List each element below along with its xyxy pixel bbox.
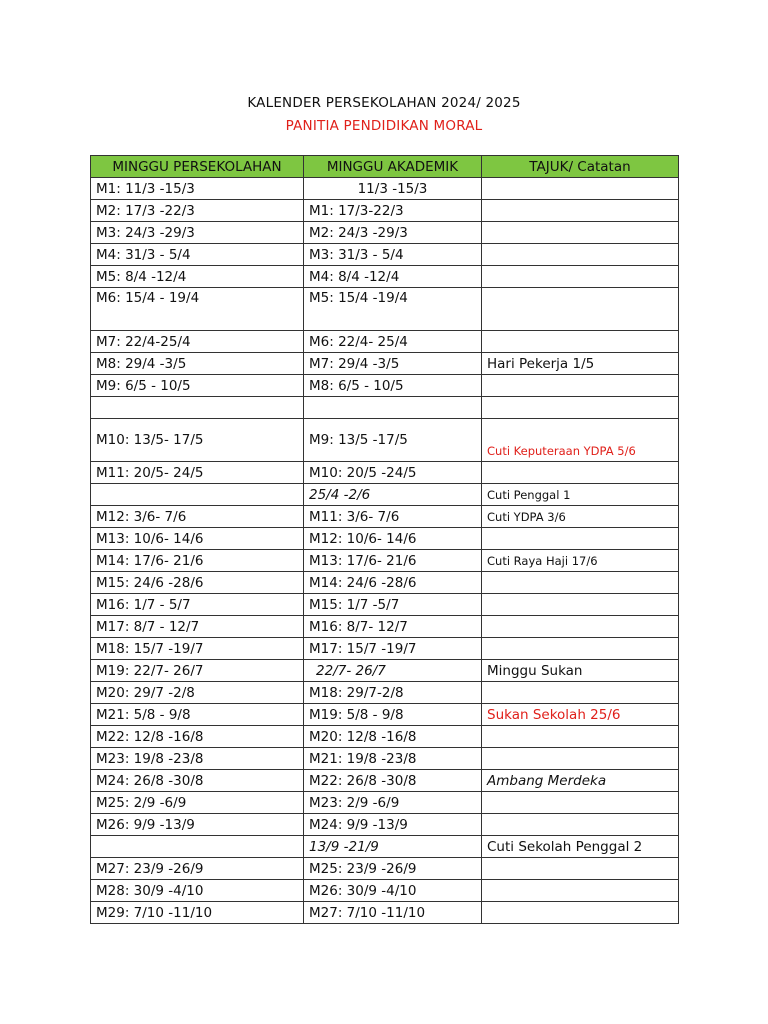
cell-minggu-persekolahan: M13: 10/6- 14/6 <box>91 528 304 550</box>
table-row <box>91 331 679 353</box>
table-row <box>91 902 679 924</box>
cell-catatan <box>482 222 679 244</box>
cell-catatan: Minggu Sukan <box>482 660 679 682</box>
header-minggu-akademik: MINGGU AKADEMIK <box>304 156 482 178</box>
cell-catatan <box>482 331 679 353</box>
cell-catatan <box>482 375 679 397</box>
cell-minggu-persekolahan: M17: 8/7 - 12/7 <box>91 616 304 638</box>
cell-minggu-persekolahan: M27: 23/9 -26/9 <box>91 858 304 880</box>
cell-minggu-persekolahan: M15: 24/6 -28/6 <box>91 572 304 594</box>
cell-minggu-akademik: M16: 8/7- 12/7 <box>304 616 482 638</box>
table-row <box>91 266 679 288</box>
cell-catatan <box>482 726 679 748</box>
cell-catatan <box>482 200 679 222</box>
table-row <box>91 594 679 616</box>
cell-minggu-akademik: M13: 17/6- 21/6 <box>304 550 482 572</box>
table-row <box>91 244 679 266</box>
table-row <box>91 748 679 770</box>
cell-minggu-akademik: M1: 17/3-22/3 <box>304 200 482 222</box>
cell-catatan <box>482 266 679 288</box>
table-row <box>91 484 679 506</box>
cell-minggu-persekolahan: M6: 15/4 - 19/4 <box>91 288 304 331</box>
cell-minggu-akademik: M7: 29/4 -3/5 <box>304 353 482 375</box>
cell-minggu-persekolahan <box>91 836 304 858</box>
table-row <box>91 353 679 375</box>
cell-minggu-persekolahan: M25: 2/9 -6/9 <box>91 792 304 814</box>
table-row <box>91 880 679 902</box>
cell-minggu-persekolahan <box>91 397 304 419</box>
cell-minggu-akademik: M24: 9/9 -13/9 <box>304 814 482 836</box>
cell-minggu-akademik: M10: 20/5 -24/5 <box>304 462 482 484</box>
cell-minggu-persekolahan: M11: 20/5- 24/5 <box>91 462 304 484</box>
table-row <box>91 397 679 419</box>
table-row <box>91 836 679 858</box>
cell-catatan <box>482 682 679 704</box>
cell-catatan <box>482 572 679 594</box>
cell-catatan <box>482 902 679 924</box>
cell-minggu-akademik: M19: 5/8 - 9/8 <box>304 704 482 726</box>
cell-catatan <box>482 880 679 902</box>
table-row <box>91 616 679 638</box>
table-row <box>91 638 679 660</box>
cell-catatan <box>482 178 679 200</box>
table-row <box>91 178 679 200</box>
cell-catatan <box>482 814 679 836</box>
cell-minggu-akademik: M15: 1/7 -5/7 <box>304 594 482 616</box>
cell-minggu-akademik: M18: 29/7-2/8 <box>304 682 482 704</box>
table-row <box>91 792 679 814</box>
table-row <box>91 770 679 792</box>
cell-minggu-akademik: M17: 15/7 -19/7 <box>304 638 482 660</box>
table-row <box>91 704 679 726</box>
table-header-row <box>91 156 679 178</box>
cell-catatan: Ambang Merdeka <box>482 770 679 792</box>
table-row <box>91 814 679 836</box>
cell-catatan <box>482 858 679 880</box>
table-row <box>91 726 679 748</box>
cell-minggu-persekolahan: M18: 15/7 -19/7 <box>91 638 304 660</box>
cell-catatan <box>482 462 679 484</box>
cell-minggu-persekolahan: M24: 26/8 -30/8 <box>91 770 304 792</box>
table-row <box>91 375 679 397</box>
cell-catatan: Cuti Keputeraan YDPA 5/6 <box>482 419 679 462</box>
table-row <box>91 572 679 594</box>
cell-minggu-persekolahan: M19: 22/7- 26/7 <box>91 660 304 682</box>
cell-minggu-persekolahan: M29: 7/10 -11/10 <box>91 902 304 924</box>
table-row <box>91 550 679 572</box>
cell-minggu-akademik: M14: 24/6 -28/6 <box>304 572 482 594</box>
cell-catatan <box>482 594 679 616</box>
cell-catatan: Cuti Raya Haji 17/6 <box>482 550 679 572</box>
cell-minggu-persekolahan: M10: 13/5- 17/5 <box>91 419 304 462</box>
table-row <box>91 419 679 462</box>
cell-minggu-persekolahan: M8: 29/4 -3/5 <box>91 353 304 375</box>
cell-minggu-persekolahan: M3: 24/3 -29/3 <box>91 222 304 244</box>
cell-minggu-persekolahan: M22: 12/8 -16/8 <box>91 726 304 748</box>
cell-minggu-persekolahan: M26: 9/9 -13/9 <box>91 814 304 836</box>
cell-minggu-akademik: M4: 8/4 -12/4 <box>304 266 482 288</box>
cell-catatan <box>482 638 679 660</box>
cell-catatan <box>482 528 679 550</box>
cell-minggu-akademik: M27: 7/10 -11/10 <box>304 902 482 924</box>
cell-minggu-persekolahan: M21: 5/8 - 9/8 <box>91 704 304 726</box>
cell-minggu-akademik: M6: 22/4- 25/4 <box>304 331 482 353</box>
table-row <box>91 506 679 528</box>
header-minggu-persekolahan: MINGGU PERSEKOLAHAN <box>91 156 304 178</box>
cell-minggu-akademik: M25: 23/9 -26/9 <box>304 858 482 880</box>
cell-minggu-akademik: M3: 31/3 - 5/4 <box>304 244 482 266</box>
table-row <box>91 222 679 244</box>
cell-minggu-akademik: M20: 12/8 -16/8 <box>304 726 482 748</box>
table-row <box>91 200 679 222</box>
cell-minggu-persekolahan: M28: 30/9 -4/10 <box>91 880 304 902</box>
cell-minggu-persekolahan: M9: 6/5 - 10/5 <box>91 375 304 397</box>
cell-catatan: Hari Pekerja 1/5 <box>482 353 679 375</box>
cell-minggu-persekolahan <box>91 484 304 506</box>
cell-minggu-persekolahan: M5: 8/4 -12/4 <box>91 266 304 288</box>
cell-catatan <box>482 288 679 331</box>
cell-minggu-akademik: M23: 2/9 -6/9 <box>304 792 482 814</box>
table-row <box>91 858 679 880</box>
cell-minggu-akademik: M26: 30/9 -4/10 <box>304 880 482 902</box>
table-row <box>91 462 679 484</box>
cell-catatan <box>482 397 679 419</box>
cell-catatan <box>482 616 679 638</box>
cell-minggu-akademik: M22: 26/8 -30/8 <box>304 770 482 792</box>
header-tajuk-catatan: TAJUK/ Catatan <box>482 156 679 178</box>
cell-catatan: Cuti Penggal 1 <box>482 484 679 506</box>
cell-catatan <box>482 792 679 814</box>
cell-minggu-persekolahan: M1: 11/3 -15/3 <box>91 178 304 200</box>
cell-minggu-persekolahan: M4: 31/3 - 5/4 <box>91 244 304 266</box>
table-row <box>91 528 679 550</box>
cell-minggu-akademik: 22/7- 26/7 <box>304 660 482 682</box>
cell-catatan: Cuti Sekolah Penggal 2 <box>482 836 679 858</box>
cell-minggu-akademik: M8: 6/5 - 10/5 <box>304 375 482 397</box>
document-subtitle: PANITIA PENDIDIKAN MORAL <box>285 118 483 134</box>
cell-minggu-akademik: M9: 13/5 -17/5 <box>304 419 482 462</box>
cell-minggu-akademik: M2: 24/3 -29/3 <box>304 222 482 244</box>
cell-minggu-akademik: 25/4 -2/6 <box>304 484 482 506</box>
cell-minggu-akademik: M21: 19/8 -23/8 <box>304 748 482 770</box>
cell-catatan <box>482 748 679 770</box>
cell-minggu-persekolahan: M20: 29/7 -2/8 <box>91 682 304 704</box>
cell-minggu-akademik <box>304 397 482 419</box>
cell-minggu-persekolahan: M2: 17/3 -22/3 <box>91 200 304 222</box>
table-row <box>91 288 679 331</box>
cell-catatan: Cuti YDPA 3/6 <box>482 506 679 528</box>
cell-minggu-akademik: 13/9 -21/9 <box>304 836 482 858</box>
cell-minggu-persekolahan: M12: 3/6- 7/6 <box>91 506 304 528</box>
cell-minggu-persekolahan: M23: 19/8 -23/8 <box>91 748 304 770</box>
calendar-table <box>90 155 679 924</box>
cell-minggu-persekolahan: M14: 17/6- 21/6 <box>91 550 304 572</box>
cell-minggu-akademik: 11/3 -15/3 <box>304 178 482 200</box>
table-row <box>91 660 679 682</box>
table-row <box>91 682 679 704</box>
cell-minggu-akademik: M11: 3/6- 7/6 <box>304 506 482 528</box>
cell-minggu-persekolahan: M16: 1/7 - 5/7 <box>91 594 304 616</box>
document-title: KALENDER PERSEKOLAHAN 2024/ 2025 <box>247 95 521 111</box>
cell-catatan: Sukan Sekolah 25/6 <box>482 704 679 726</box>
cell-minggu-akademik: M5: 15/4 -19/4 <box>304 288 482 331</box>
cell-catatan <box>482 244 679 266</box>
cell-minggu-akademik: M12: 10/6- 14/6 <box>304 528 482 550</box>
cell-minggu-persekolahan: M7: 22/4-25/4 <box>91 331 304 353</box>
